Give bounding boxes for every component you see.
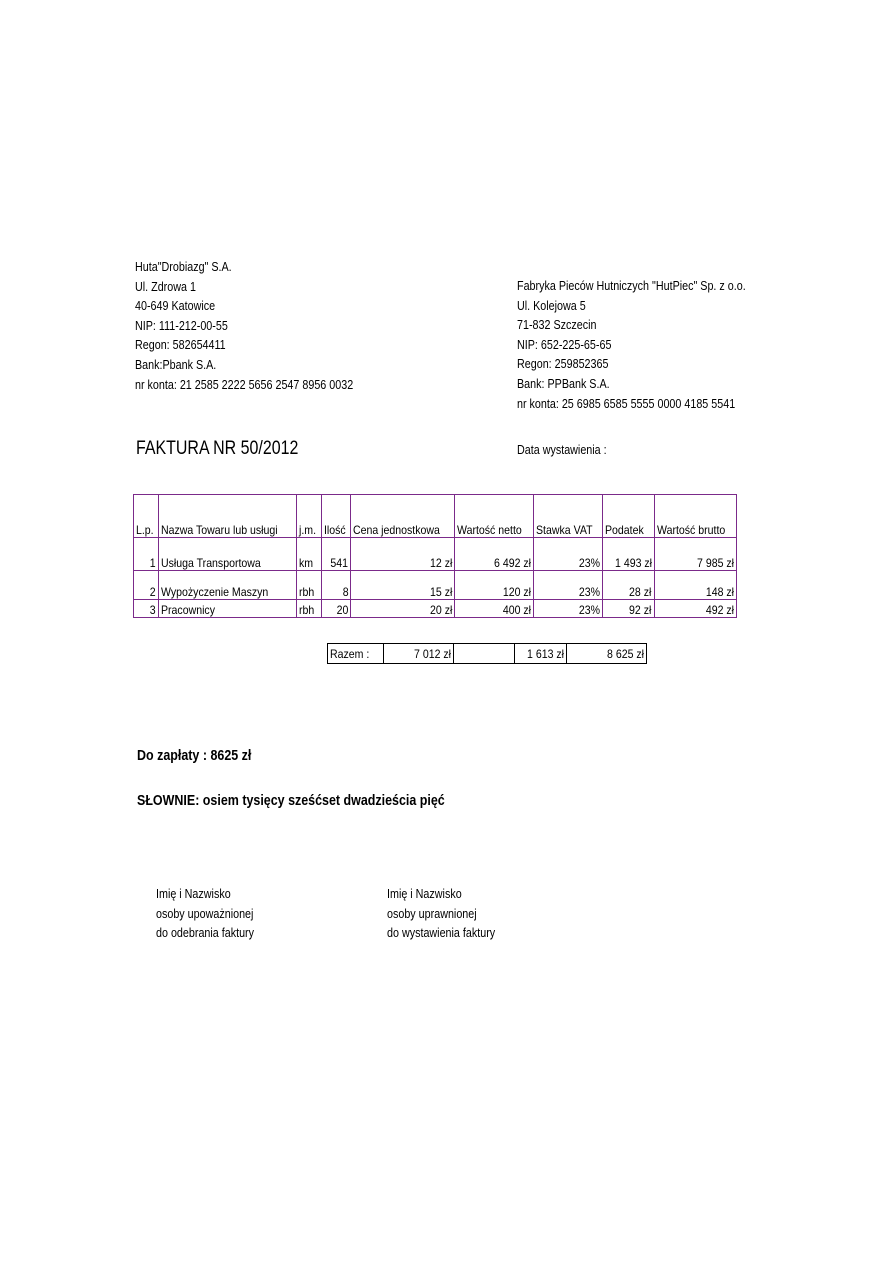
header-lp: L.p.: [134, 495, 159, 538]
amount-in-words: SŁOWNIE: osiem tysięcy sześćset dwadzieścia pięć: [137, 793, 445, 809]
summary-net: 7 012 zł: [384, 644, 454, 664]
issuer-line-2: osoby uprawnionej: [387, 906, 477, 921]
buyer-regon: Regon: 259852365: [517, 357, 609, 372]
issuer-line-3: do wystawienia faktury: [387, 926, 496, 941]
cell-qty: 541: [321, 538, 351, 571]
issue-date-label: Data wystawienia :: [517, 443, 607, 457]
buyer-bank: Bank: PPBank S.A.: [517, 376, 610, 391]
table-row: [134, 538, 737, 571]
receiver-line-3: do odebrania faktury: [156, 926, 255, 941]
cell-tax: 1 493 zł: [602, 538, 654, 571]
cell-qty: 8: [321, 571, 351, 600]
buyer-city: 71-832 Szczecin: [517, 318, 597, 333]
summary-gross: 8 625 zł: [567, 644, 647, 664]
cell-name: Pracownicy: [159, 600, 297, 618]
header-vat-rate: Stawka VAT: [533, 495, 602, 538]
seller-city: 40-649 Katowice: [135, 299, 216, 314]
cell-unit: rbh: [296, 571, 321, 600]
table-row: [134, 600, 737, 618]
cell-unit-price: 12 zł: [351, 538, 455, 571]
cell-tax: 92 zł: [602, 600, 654, 618]
summary-tax: 1 613 zł: [515, 644, 567, 664]
items-table: [133, 494, 737, 618]
table-header-row: [134, 495, 737, 538]
header-unit: j.m.: [296, 495, 321, 538]
summary-table: [327, 643, 647, 664]
buyer-nip: NIP: 652-225-65-65: [517, 337, 612, 352]
cell-vat-rate: 23%: [533, 600, 602, 618]
issuer-line-1: Imię i Nazwisko: [387, 887, 462, 901]
cell-lp: 2: [134, 571, 159, 600]
cell-lp: 3: [134, 600, 159, 618]
cell-gross: 7 985 zł: [654, 538, 737, 571]
header-net: Wartość netto: [454, 495, 533, 538]
header-gross: Wartość brutto: [654, 495, 737, 538]
seller-regon: Regon: 582654411: [135, 338, 226, 353]
cell-unit-price: 20 zł: [351, 600, 455, 618]
buyer-street: Ul. Kolejowa 5: [517, 298, 586, 313]
seller-address: [135, 258, 353, 395]
header-tax: Podatek: [602, 495, 654, 538]
buyer-account: nr konta: 25 6985 6585 5555 0000 4185 5541: [517, 396, 736, 411]
buyer-address: [517, 277, 746, 414]
summary-vat: [454, 644, 515, 664]
cell-net: 6 492 zł: [454, 538, 533, 571]
cell-name: Usługa Transportowa: [159, 538, 297, 571]
cell-tax: 28 zł: [602, 571, 654, 600]
cell-unit: km: [296, 538, 321, 571]
seller-name: Huta"Drobiazg" S.A.: [135, 260, 232, 274]
seller-nip: NIP: 111-212-00-55: [135, 318, 228, 333]
summary-label: Razem :: [328, 644, 384, 664]
header-qty: Ilość: [321, 495, 351, 538]
buyer-name: Fabryka Pieców Hutniczych "HutPiec" Sp. z o.o.: [517, 279, 746, 293]
header-unit-price: Cena jednostkowa: [351, 495, 455, 538]
cell-vat-rate: 23%: [533, 571, 602, 600]
summary-row: [328, 644, 647, 664]
cell-name: Wypożyczenie Maszyn: [159, 571, 297, 600]
cell-lp: 1: [134, 538, 159, 571]
invoice-title: FAKTURA NR 50/2012: [136, 438, 299, 459]
table-row: [134, 571, 737, 600]
cell-gross: 492 zł: [654, 600, 737, 618]
seller-account: nr konta: 21 2585 2222 5656 2547 8956 0032: [135, 377, 354, 392]
receiver-line-2: osoby upoważnionej: [156, 906, 254, 921]
header-name: Nazwa Towaru lub usługi: [159, 495, 297, 538]
seller-bank: Bank:Pbank S.A.: [135, 357, 217, 372]
cell-gross: 148 zł: [654, 571, 737, 600]
amount-due: Do zapłaty : 8625 zł: [137, 748, 252, 764]
cell-unit: rbh: [296, 600, 321, 618]
issuer-signature: [387, 885, 495, 944]
cell-vat-rate: 23%: [533, 538, 602, 571]
cell-net: 120 zł: [454, 571, 533, 600]
cell-qty: 20: [321, 600, 351, 618]
receiver-line-1: Imię i Nazwisko: [156, 887, 231, 901]
cell-unit-price: 15 zł: [351, 571, 455, 600]
seller-street: Ul. Zdrowa 1: [135, 279, 196, 294]
cell-net: 400 zł: [454, 600, 533, 618]
receiver-signature: [156, 885, 254, 944]
